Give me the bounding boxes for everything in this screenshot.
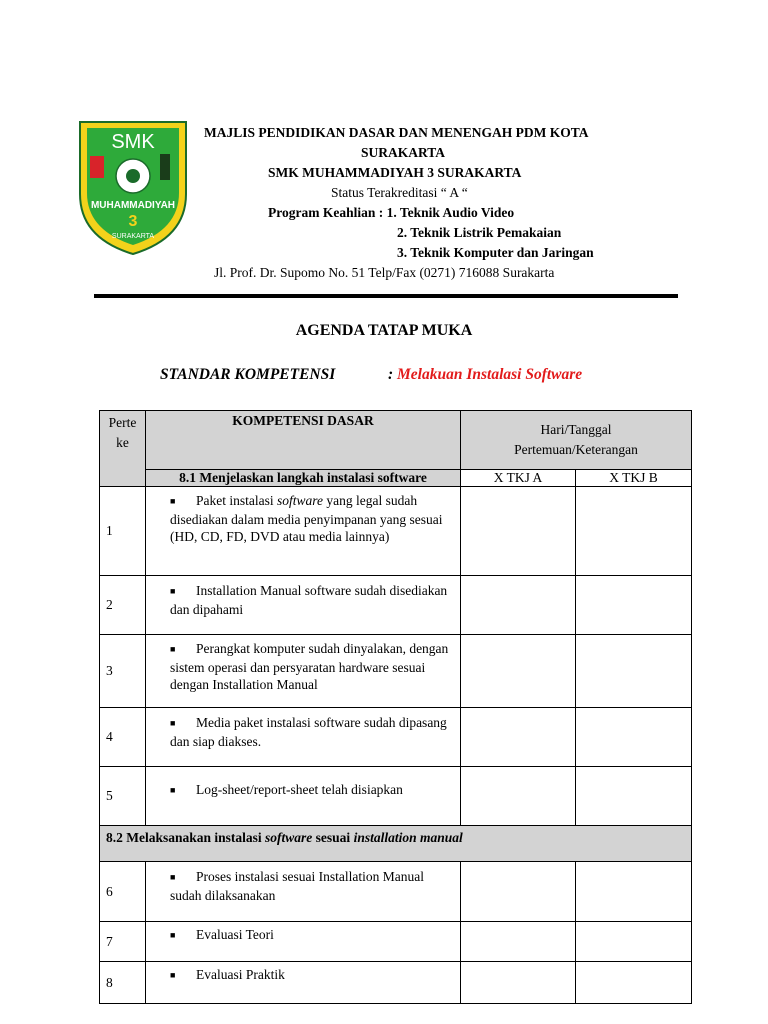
bullet-icon: ■	[170, 930, 176, 940]
cell-tkj-a	[461, 767, 576, 826]
cell-tkj-b	[576, 576, 692, 635]
cell-tkj-a	[461, 635, 576, 708]
cell-tkj-b	[576, 487, 692, 576]
cell-tkj-a	[461, 862, 576, 922]
logo-city-text: SURAKARTA	[111, 233, 155, 240]
program-3: 3. Teknik Komputer dan Jaringan	[397, 245, 594, 260]
accreditation-status: Status Terakreditasi “ A “	[331, 185, 468, 200]
bullet-icon: ■	[170, 785, 176, 795]
row-number: 1	[100, 487, 146, 576]
table-row	[100, 487, 692, 576]
bullet-icon: ■	[170, 644, 176, 654]
kd-header-8-2: 8.2 Melaksanakan instalasi software sesuai installation manual	[100, 826, 692, 862]
program-2: 2. Teknik Listrik Pemakaian	[397, 225, 562, 240]
table-row	[100, 862, 692, 922]
cell-tkj-b	[576, 962, 692, 1004]
kompetensi-cell: ■ Log-sheet/report-sheet telah disiapkan	[146, 767, 461, 826]
kompetensi-cell: ■ Perangkat komputer sudah dinyalakan, dengan sistem operasi dan persyaratan hardware sesuai dengan Installation Manual	[146, 635, 461, 708]
table-row	[100, 576, 692, 635]
kompetensi-cell: ■ Evaluasi Teori	[146, 922, 461, 962]
header-line-2: SURAKARTA	[361, 145, 446, 160]
logo-name-text: MUHAMMADIYAH	[90, 200, 176, 211]
cell-tkj-b	[576, 635, 692, 708]
row-number: 2	[100, 576, 146, 635]
logo-red-emblem	[90, 156, 104, 178]
standar-label: STANDAR KOMPETENSI	[160, 366, 336, 383]
kompetensi-cell: ■ Proses instalasi sesuai Installation Manual sudah dilaksanakan	[146, 862, 461, 922]
table-row	[100, 962, 692, 1004]
table-row	[100, 708, 692, 767]
page-title: AGENDA TATAP MUKA	[295, 322, 473, 339]
cell-tkj-a	[461, 962, 576, 1004]
bullet-icon: ■	[170, 586, 176, 596]
kompetensi-cell: ■ Installation Manual software sudah disediakan dan dipahami	[146, 576, 461, 635]
standar-value: Melakuan Instalasi Software	[397, 366, 583, 383]
row-number: 8	[100, 962, 146, 1004]
header-line-1: MAJLIS PENDIDIKAN DASAR DAN MENENGAH PDM KOTA	[204, 125, 589, 140]
school-address: Jl. Prof. Dr. Supomo No. 51 Telp/Fax (0271) 716088 Surakarta	[214, 265, 555, 280]
kompetensi-cell: ■ Paket instalasi software yang legal sudah disediakan dalam media penyimpanan yang sesuai (HD, CD, FD, DVD atau media lainnya)	[146, 487, 461, 576]
cell-tkj-a	[461, 487, 576, 576]
program-1: Program Keahlian : 1. Teknik Audio Video	[268, 205, 515, 220]
cell-tkj-a	[461, 576, 576, 635]
class-header-a: X TKJ A	[461, 470, 576, 487]
cell-tkj-a	[461, 708, 576, 767]
header-divider	[94, 294, 678, 298]
kd-header-8-1: 8.1 Menjelaskan langkah instalasi software	[146, 470, 461, 487]
standar-colon: :	[388, 366, 394, 383]
col-header-tanggal: Hari/Tanggal Pertemuan/Keterangan	[461, 411, 692, 470]
cell-tkj-b	[576, 708, 692, 767]
cell-tkj-b	[576, 767, 692, 826]
kompetensi-cell: ■ Media paket instalasi software sudah dipasang dan siap diakses.	[146, 708, 461, 767]
row-number: 4	[100, 708, 146, 767]
table-row	[100, 635, 692, 708]
row-number: 5	[100, 767, 146, 826]
col-header-kompetensi: KOMPETENSI DASAR	[146, 411, 461, 470]
cell-tkj-a	[461, 922, 576, 962]
table-row	[100, 767, 692, 826]
agenda-table	[99, 410, 692, 1004]
school-logo	[76, 116, 190, 256]
logo-number-text: 3	[128, 213, 138, 230]
bullet-icon: ■	[170, 718, 176, 728]
table-row	[100, 922, 692, 962]
row-number: 6	[100, 862, 146, 922]
bullet-icon: ■	[170, 970, 176, 980]
bullet-icon: ■	[170, 496, 176, 506]
col-header-pertemuan: Perte ke	[100, 411, 146, 487]
cell-tkj-b	[576, 862, 692, 922]
row-number: 3	[100, 635, 146, 708]
logo-smk-text: SMK	[111, 131, 155, 153]
kompetensi-cell: ■ Evaluasi Praktik	[146, 962, 461, 1004]
cell-tkj-b	[576, 922, 692, 962]
school-name: SMK MUHAMMADIYAH 3 SURAKARTA	[268, 165, 522, 180]
class-header-b: X TKJ B	[576, 470, 692, 487]
row-number: 7	[100, 922, 146, 962]
bullet-icon: ■	[170, 872, 176, 882]
